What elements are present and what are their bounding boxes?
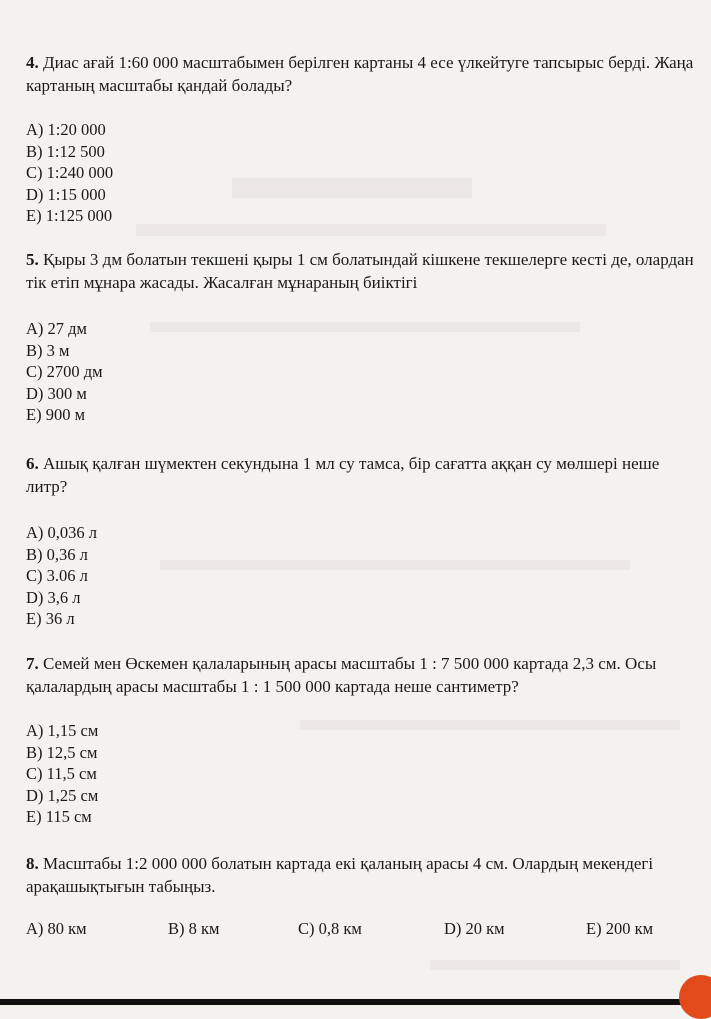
answer-options [26,918,696,940]
question-text [26,248,696,294]
answer-option-e[interactable]: E) 1:125 000 [26,206,113,226]
answer-option-a[interactable]: A) 1,15 см [26,721,99,740]
answer-option-c[interactable]: C) 2700 дм [26,362,103,382]
bottom-dark-strip [0,999,711,1005]
answer-option-a[interactable]: A) 0,036 л [26,523,98,542]
show-through-bleed [430,960,680,970]
answer-option-e[interactable]: E) 200 км [586,919,654,938]
corner-sticker-icon [679,975,711,1019]
answer-option-b[interactable]: B) 8 км [168,919,220,938]
answer-option-d[interactable]: D) 1,25 см [26,785,99,805]
question-7 [26,652,696,828]
answer-option-e[interactable]: E) 36 л [26,609,75,629]
question-body: Диас ағай 1:60 000 масштабымен берілген картаны 4 есе үлкейтуге тапсырыс берді. Жаңа картаның масштабы қандай болады? [26,53,694,95]
question-text [26,652,696,698]
answer-options [26,119,696,227]
answer-option-c[interactable]: C) 1:240 000 [26,163,114,183]
answer-option-b[interactable]: B) 12,5 см [26,742,98,762]
question-number: 4. [26,53,39,72]
question-number: 8. [26,854,39,873]
question-number: 5. [26,250,39,269]
answer-option-a[interactable]: A) 80 км [26,919,87,938]
answer-option-c[interactable]: C) 0,8 км [298,919,362,938]
question-body: Масштабы 1:2 000 000 болатын картада екі қаланың арасы 4 см. Олардың мекендегі арақашықтығын табыңыз. [26,854,654,896]
question-text [26,852,696,898]
question-number: 7. [26,654,39,673]
question-body: Семей мен Өскемен қалаларының арасы масштабы 1 : 7 500 000 картада 2,3 см. Осы қалалардың арасы масштабы 1 : 1 500 000 картада неше сантиметр? [26,654,657,696]
answer-option-d[interactable]: D) 1:15 000 [26,184,106,204]
question-number: 6. [26,454,39,473]
answer-option-d[interactable]: D) 20 км [444,919,505,938]
answer-option-e[interactable]: E) 900 м [26,405,86,425]
question-body: Қыры 3 дм болатын текшені қыры 1 см болатындай кішкене текшелерге кесті де, олардан тік етіп мұнара жасады. Жасалған мұнараның биіктігі [26,250,694,292]
question-4 [26,51,696,227]
answer-options [26,522,696,630]
question-5 [26,248,696,426]
answer-option-c[interactable]: C) 3.06 л [26,566,88,586]
answer-options [26,720,696,828]
question-body: Ашық қалған шүмектен секундына 1 мл су тамса, бір сағатта аққан су мөлшері неше литр? [26,454,660,496]
answer-option-e[interactable]: E) 115 см [26,807,92,827]
question-8 [26,852,696,940]
answer-option-d[interactable]: D) 3,6 л [26,587,81,607]
answer-option-c[interactable]: C) 11,5 см [26,764,97,784]
question-text [26,452,696,498]
answer-option-a[interactable]: A) 27 дм [26,319,87,338]
answer-option-b[interactable]: B) 0,36 л [26,544,88,564]
answer-option-a[interactable]: A) 1:20 000 [26,120,106,139]
question-6 [26,452,696,630]
answer-options [26,318,696,426]
answer-option-b[interactable]: B) 3 м [26,340,70,360]
answer-option-d[interactable]: D) 300 м [26,383,87,403]
question-text [26,51,696,97]
answer-option-b[interactable]: B) 1:12 500 [26,141,105,161]
